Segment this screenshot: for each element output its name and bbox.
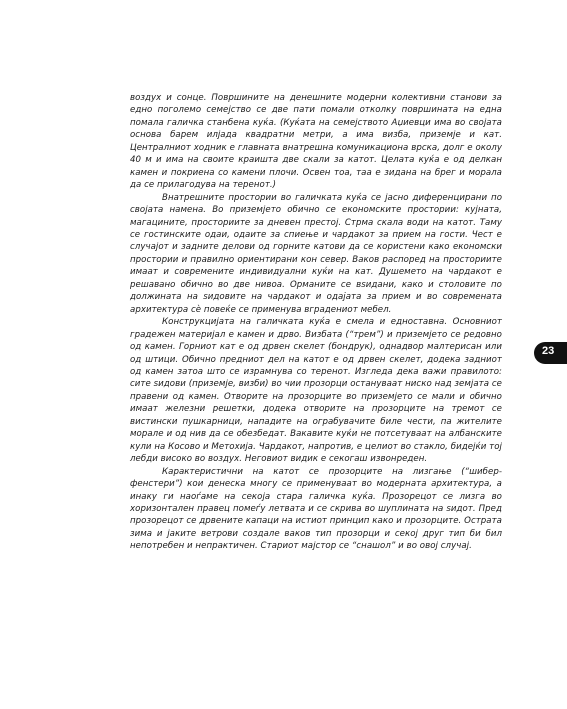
paragraph-2: Внатрешните простории во галичката куќа се јасно диференцирани по својата намена. Во приземјето обично се економските простории: кујната, магацините, просториите за дневен престој. Стрмa скала води на катот. Таму се гостинските одаи, одаите за спиење и чардакот за прием на гости. Чест е случајот и задните делови од горните катови да се користени како економски простории и правилно ориентирани кон север. Ваков распоред на просториите имаат и современите индивидуални куќи на кат. Душемето на чардакот е решавано обично во две нивоа. Орманите се вѕидани, како и столовите по должината на ѕидовите на чардакот и одаjата за прием и во современата архитектура сѐ повеќе се применува вградениот мебел. (130, 192, 502, 315)
page-number-tab (534, 342, 567, 364)
paragraph-1: воздух и сонце. Површините на денешните модерни колективни станови за едно поголемо семејство се две пати помали отколку површината на една помала галичка станбена куќа. (Куќата на семејството Аџиевци има во својата основа барем илјада квадратни метри, а има визба, приземје и кат. Централниот ходник е главната внатрешна комуникациона врска, долг е околу 40 м и има на своите краишта две скали за катот. Целата куќа е од делкан камен и покриена со камени плочи. Освен тоа, таа е зидана на брег и морала да се прилагодува на теренот.) (130, 93, 502, 191)
page-number: 23 (542, 345, 555, 357)
paragraph-4: Карактеристични на катот се прозорците на лизгање (“шибер-фенстери”) кои денеска многу се применуваат во модерната архитектура, а инаку ги наоѓаме на секоја стара галичка куќа. Прозорецот се лизга во хоризонтален правец помеѓу летвата и се скрива во шуплината на ѕидот. Пред прозорецот се дрвените капаци на истиот принцип како и прозорците. Острата зима и јаките ветрови создале ваков тип прозорци и секој друг тип би бил непотребен и непрактичен. Стариот мајстор се “снашол” и во овој случај. (130, 466, 502, 552)
body-text (130, 92, 502, 553)
paragraph-3: Конструкцијата на галичката куќа е смела и едноставна. Основниот градежен материјал е камен и дрво. Визбата (“трем”) и приземјето се редовно од камен. Горниот кат е од дрвен скелет (бондрук), однадвор малтерисан или од штици. Обично предниот дел на катот е од дрвен скелет, додека задниот од камен затоа што се израмнува со теренот. Изгледа дека важи правилото: сите ѕидови (приземје, визби) во чии прозорци остануваат ниско над земјата се правени од камен. Отворите на прозорците во приземјето се мали и обично имаат железни решетки, додека отворите на прозорците на тремот се вистински пушкарници, нападите на ограбувачите биле чести, па жителите морале и од нив да се обезбедат. Вакавите куќи не потсетуваат на албанските кули на Косово и Метохија. Чардакот, напротив, е целиот во стакло, бидејќи тој лебди високо во воздух. Неговиот видик е секогаш извонреден. (130, 317, 502, 465)
